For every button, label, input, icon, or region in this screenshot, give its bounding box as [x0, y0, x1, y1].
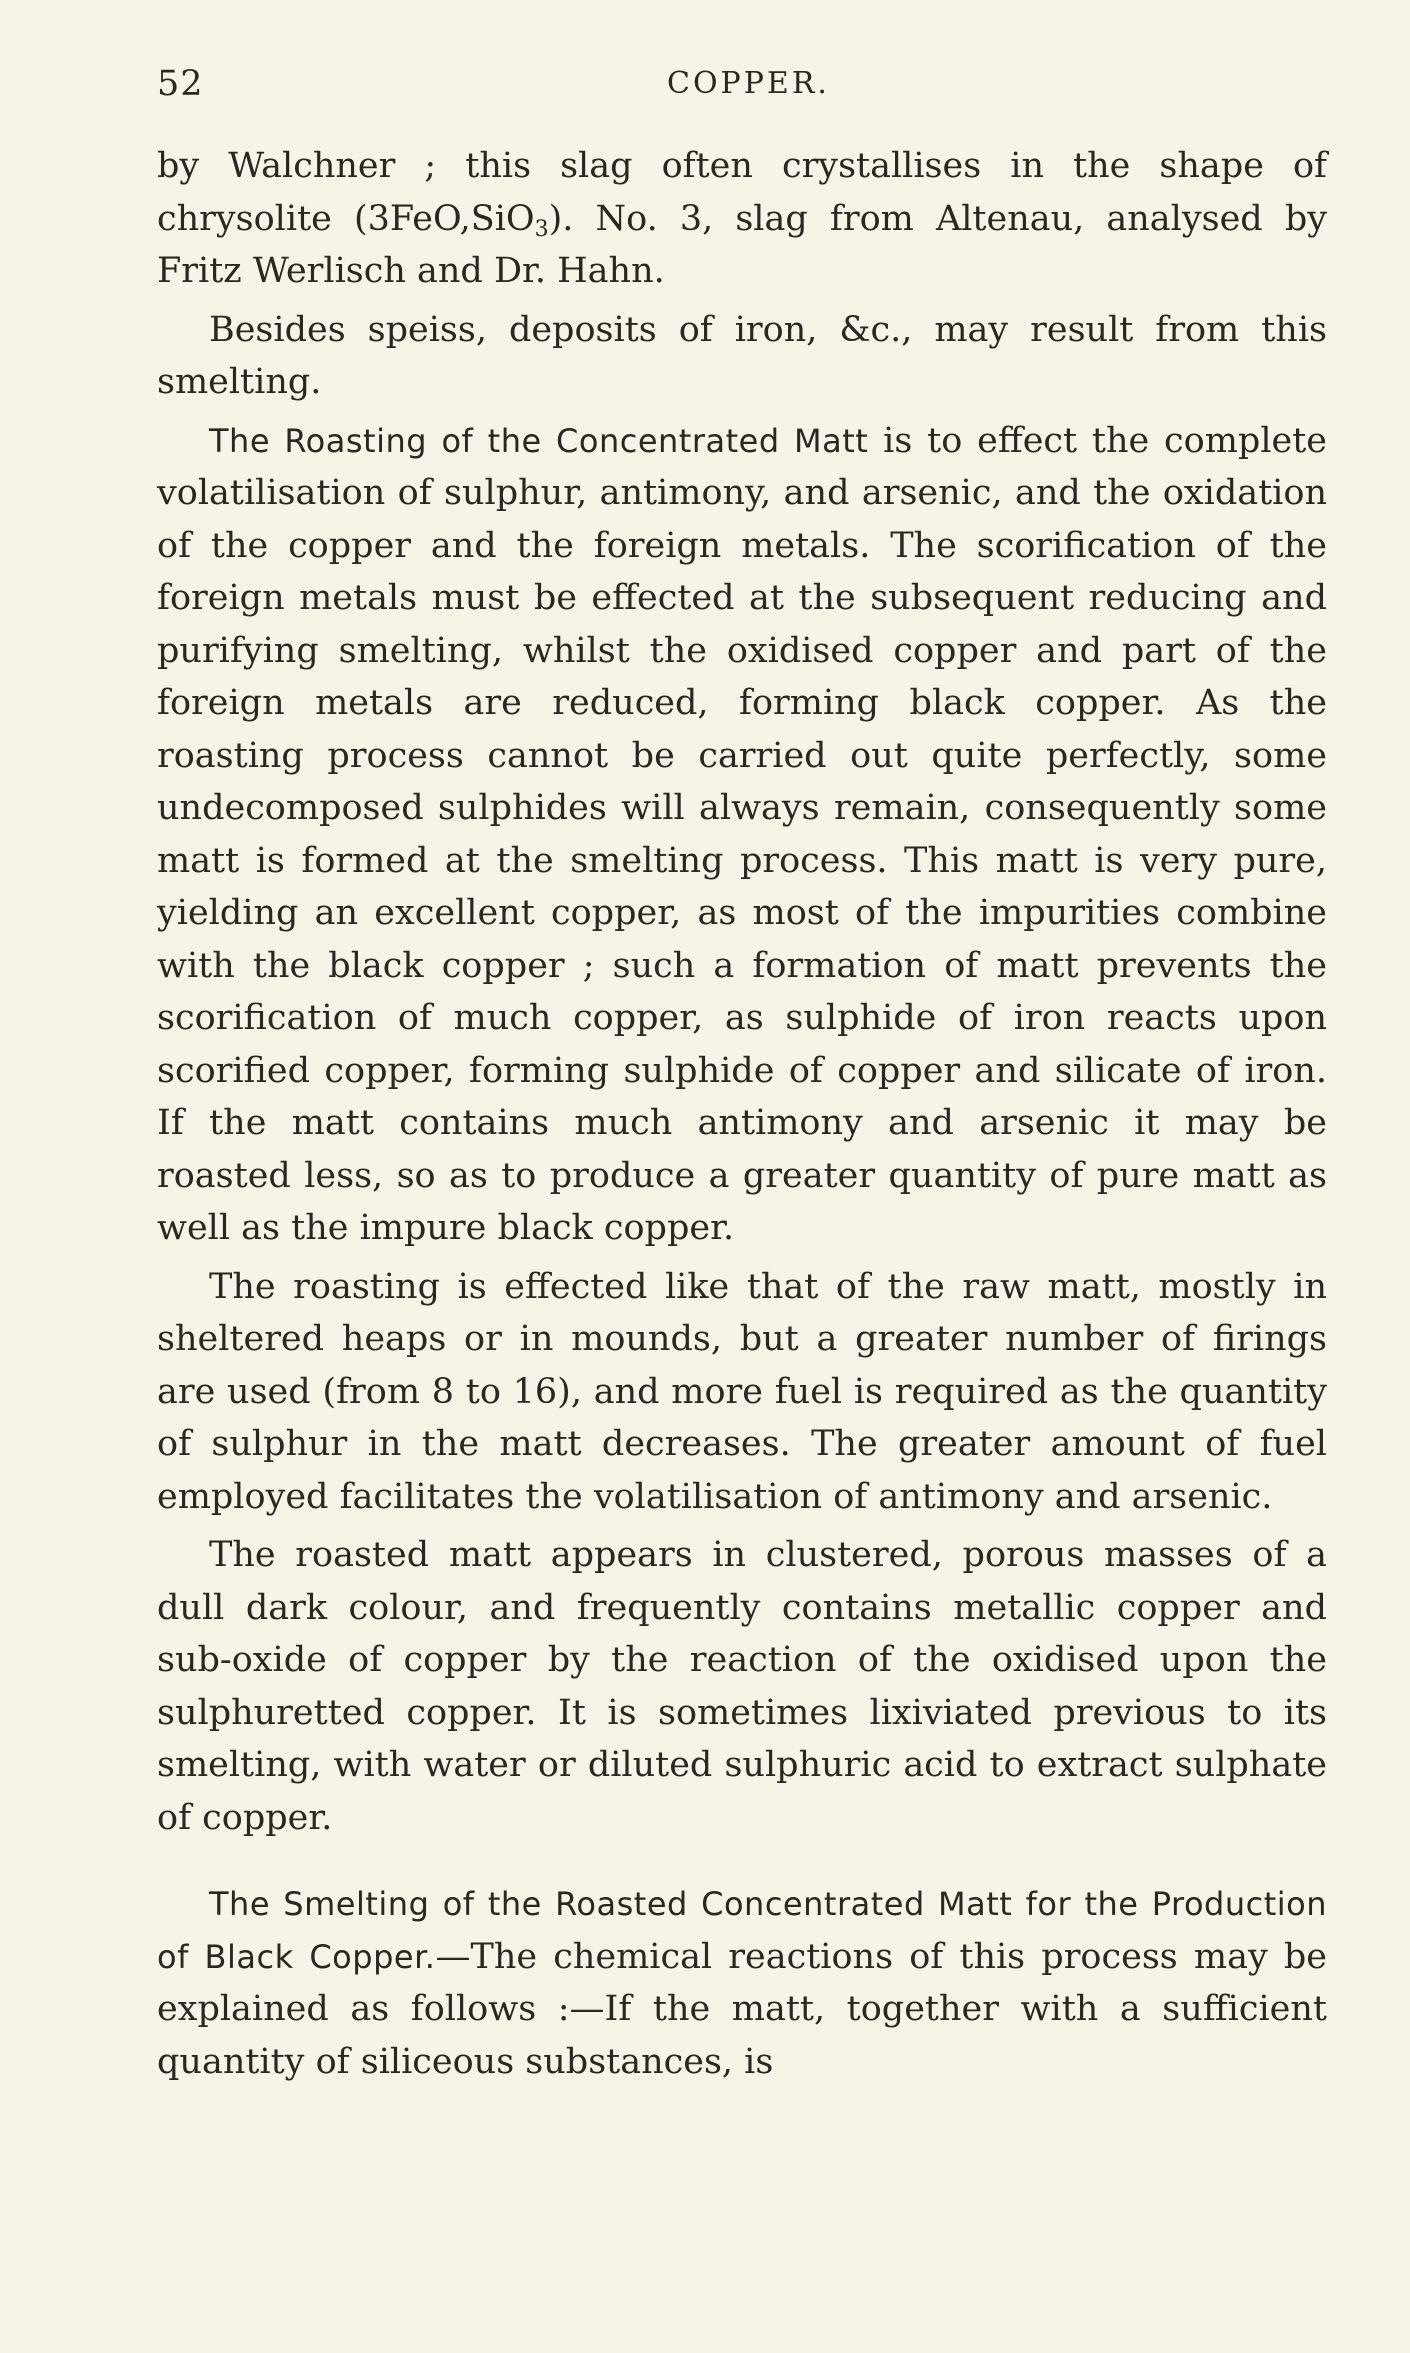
section-heading: The Roasting of the Concentrated Matt	[209, 421, 869, 460]
paragraph-text: Besides speiss, deposits of iron, &c., may result from this smelting.	[157, 309, 1327, 402]
paragraph-roasting	[157, 415, 1327, 1255]
page-number: 52	[157, 64, 204, 104]
paragraph-smelting	[157, 1878, 1327, 2088]
paragraph-text: ). No. 3, slag from Altenau, analysed by Fritz Werlisch and Dr. Hahn.	[157, 198, 1327, 291]
paragraph-text: is to effect the complete volatilisation of sulphur, antimony, and arsenic, and the oxidation of the copper and the foreign metals. The scorification of the foreign metals must be effected at the subsequent reducing and purifying smelting, whilst the oxidised copper and part of the foreign metals are reduced, forming black copper. As the roasting process cannot be carried out quite perfectly, some undecomposed sulphides will always remain, consequently some matt is formed at the smelting process. This matt is very pure, yielding an excellent copper, as most of the impurities combine with the black copper ; such a formation of matt prevents the scorification of much copper, as sulphide of iron reacts upon scorified copper, forming sulphide of copper and silicate of iron. If the matt contains much antimony and arsenic it may be roasted less, so as to produce a greater quantity of pure matt as well as the impure black copper.	[157, 420, 1328, 1248]
body-text	[157, 140, 1327, 2088]
paragraph-text: by Walchner ; this slag often crystallises in the shape of chrysolite (3FeO,SiO	[157, 146, 1327, 239]
paragraph-roasted-matt	[157, 1529, 1327, 1844]
paragraph-speiss	[157, 304, 1327, 409]
paragraph-roasting-method	[157, 1261, 1327, 1524]
paragraph-text: —The chemical reactions of this process may be explained as follows :—If the matt, together with a sufficient quantity of siliceous substances, is	[157, 1936, 1328, 2082]
page-header	[157, 64, 1327, 114]
running-head: COPPER.	[667, 66, 830, 101]
paragraph-text: The roasting is effected like that of the raw matt, mostly in sheltered heaps or in mounds, but a greater number of firings are used (from 8 to 16), and more fuel is required as the quantity of sulphur in the matt decreases. The greater amount of fuel employed facilitates the volatilisation of antimony and arsenic.	[157, 1266, 1327, 1517]
subscript: 3	[534, 216, 549, 242]
paragraph-slag-analysis	[157, 140, 1327, 298]
paragraph-text: The roasted matt appears in clustered, porous masses of a dull dark colour, and frequently contains metallic copper and sub-oxide of copper by the reaction of the oxidised upon the sulphuretted copper. It is sometimes lixiviated previous to its smelting, with water or diluted sulphuric acid to extract sulphate of copper.	[157, 1535, 1327, 1838]
section-heading: The Smelting of the Roasted Concentrated Matt for the Production of Black Copper.	[157, 1885, 1327, 1976]
